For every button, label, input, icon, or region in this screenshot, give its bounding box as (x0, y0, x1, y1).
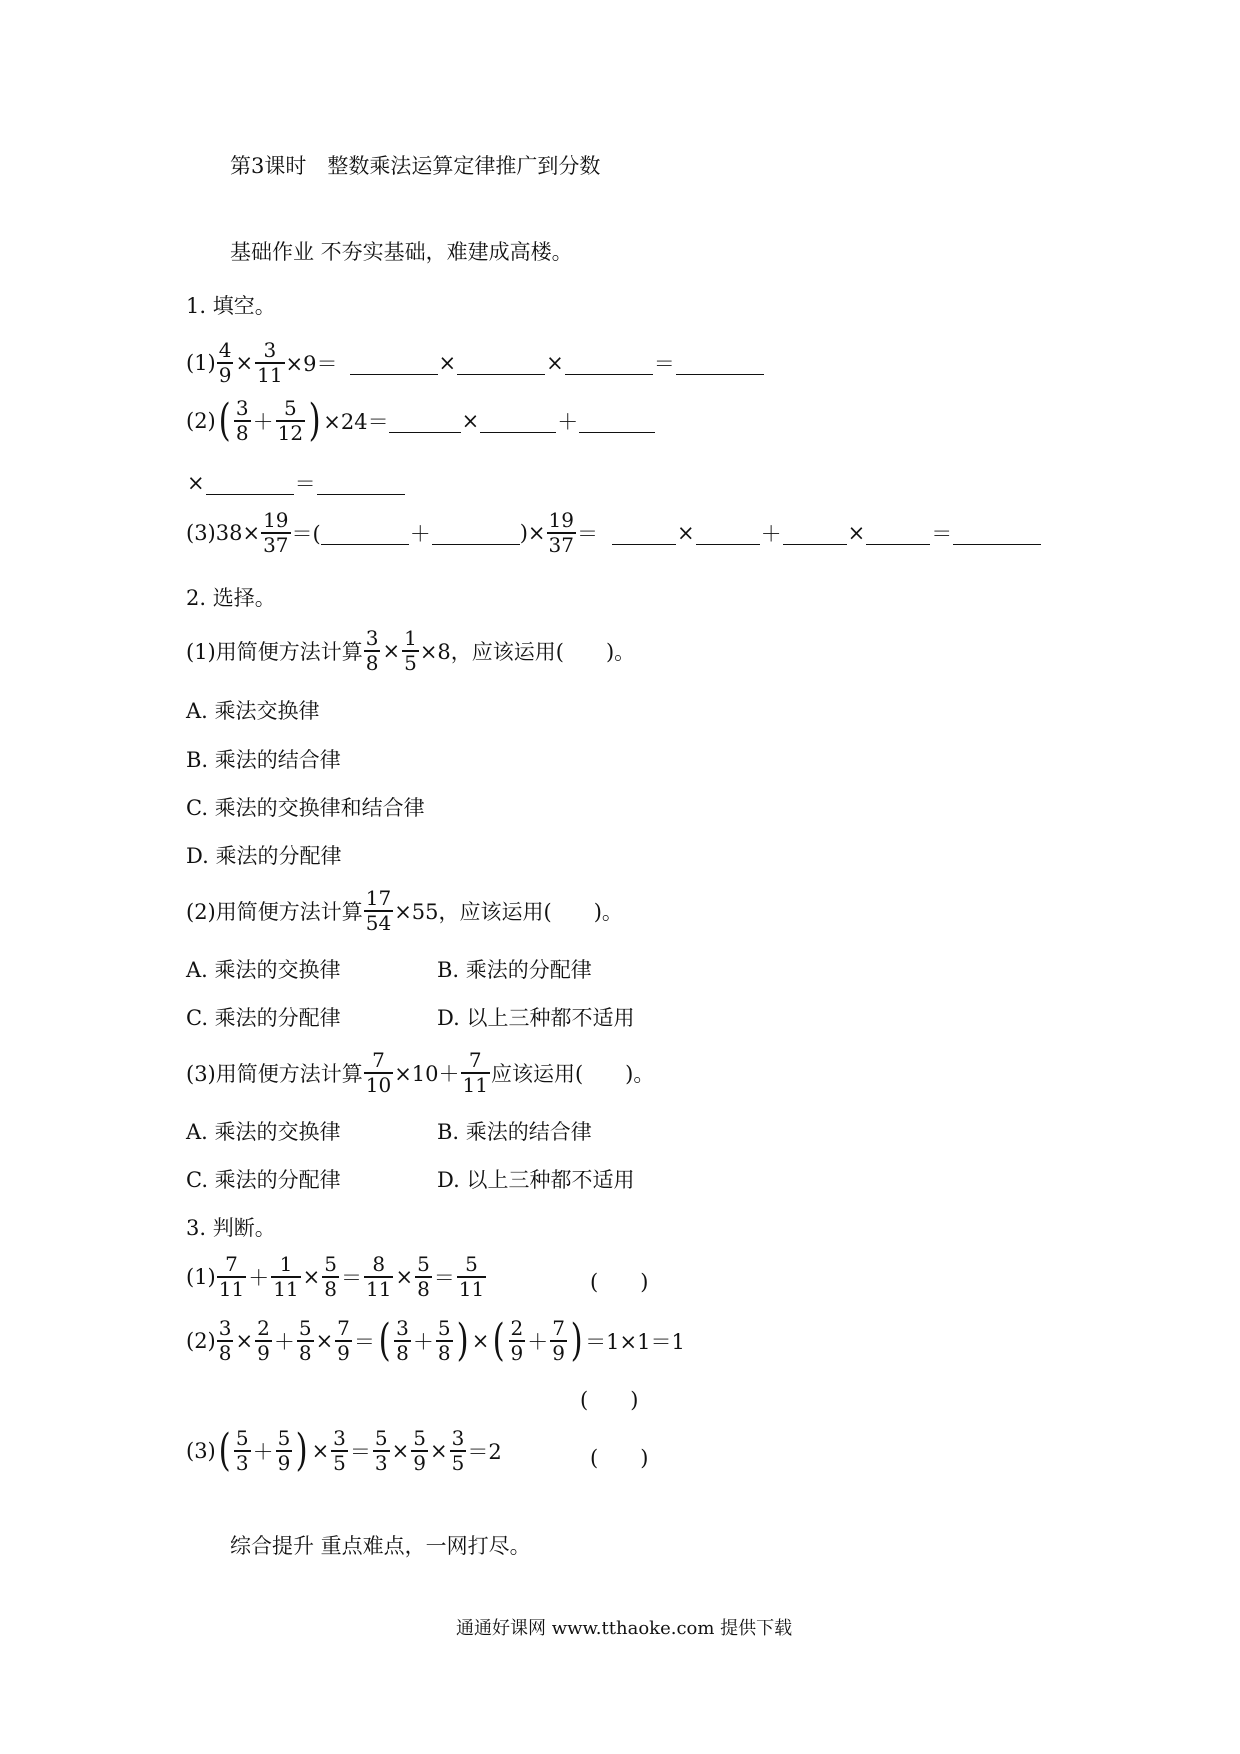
numerator: 19 (548, 508, 574, 532)
times-sign: × (676, 521, 695, 545)
numerator: 5 (437, 1316, 451, 1340)
q1-p3-eq1: ＝( (291, 522, 321, 546)
answer-blank[interactable] (565, 352, 653, 375)
plus-sign: ＋ (252, 1440, 274, 1464)
numerator: 5 (235, 1426, 249, 1450)
denominator: 9 (218, 363, 232, 387)
denominator: 9 (413, 1451, 426, 1475)
answer-blank[interactable] (696, 522, 760, 545)
denominator: 5 (404, 651, 417, 675)
denominator: 9 (277, 1451, 291, 1475)
fraction (450, 1428, 467, 1474)
numerator: 2 (510, 1316, 524, 1340)
denominator: 54 (365, 911, 392, 935)
judge-bracket[interactable]: ( ) (580, 1388, 639, 1412)
numerator: 3 (218, 1316, 232, 1340)
fraction (234, 398, 251, 444)
fraction (364, 1254, 393, 1300)
q1-part3 (186, 510, 1041, 556)
q1-part1 (186, 340, 764, 386)
numerator: 3 (365, 626, 379, 650)
numerator: 5 (465, 1252, 478, 1276)
answer-blank[interactable] (317, 472, 405, 495)
denominator: 37 (548, 533, 574, 557)
left-paren: ( (218, 1425, 231, 1476)
numerator: 7 (372, 1048, 385, 1072)
times-sign: × (395, 1265, 414, 1289)
option-item[interactable]: B. 乘法的结合律 (437, 1120, 592, 1144)
option-item[interactable]: B. 乘法的分配律 (437, 958, 592, 982)
q2-part3 (186, 1050, 654, 1096)
section-basic: 基础作业 不夯实基础，难建成高楼。 (230, 240, 573, 264)
denominator: 10 (365, 1073, 392, 1097)
numerator: 2 (257, 1316, 270, 1340)
q3-p3-tail: ＝2 (467, 1440, 502, 1464)
denominator: 3 (235, 1451, 249, 1475)
denominator: 11 (462, 1073, 488, 1097)
option-item[interactable]: D. 以上三种都不适用 (437, 1006, 635, 1030)
plus-sign: ＋ (273, 1330, 295, 1354)
answer-blank[interactable] (321, 522, 409, 545)
denominator: 9 (552, 1341, 565, 1365)
numerator: 7 (337, 1316, 350, 1340)
fraction (394, 1318, 411, 1364)
denominator: 3 (374, 1451, 388, 1475)
denominator: 11 (218, 1277, 245, 1301)
right-paren: ) (570, 1315, 583, 1366)
times-sign: × (471, 1329, 490, 1353)
q3-p2-label: (2) (186, 1329, 216, 1353)
equals-sign: ＝ (294, 472, 316, 496)
q1-p1-label: (1) (186, 351, 216, 375)
q1-p2-tail: ×24＝ (323, 410, 389, 434)
fraction (461, 1050, 490, 1096)
fraction (276, 398, 305, 444)
option-item[interactable]: A. 乘法的交换律 (186, 1120, 341, 1144)
plus-sign: ＋ (248, 1266, 270, 1290)
denominator: 5 (451, 1451, 465, 1475)
numerator: 3 (235, 396, 249, 420)
q1-p3-eq2: ＝ (576, 522, 598, 546)
fraction (335, 1318, 352, 1364)
times-sign: × (235, 1329, 254, 1353)
numerator: 19 (263, 508, 289, 532)
fraction (550, 1318, 567, 1364)
times-sign: × (461, 409, 480, 433)
plus-sign: ＋ (557, 410, 579, 434)
answer-blank[interactable] (206, 472, 294, 495)
option-item[interactable]: A. 乘法交换律 (186, 699, 320, 723)
numerator: 5 (413, 1426, 426, 1450)
q3-p3-label: (3) (186, 1439, 216, 1463)
q2-p2-tail: ×55，应该运用( )。 (394, 900, 623, 924)
q1-p1-tail: ×9＝ (285, 352, 338, 376)
fraction (234, 1428, 251, 1474)
option-item[interactable]: B. 乘法的结合律 (186, 748, 341, 772)
section-advanced: 综合提升 重点难点，一网打尽。 (230, 1534, 531, 1558)
fraction (217, 1318, 234, 1364)
numerator: 17 (365, 886, 392, 910)
times-sign: × (391, 1439, 410, 1463)
denominator: 8 (218, 1341, 232, 1365)
fraction (255, 340, 284, 386)
q1-p3-lead: 38× (215, 521, 261, 545)
denominator: 9 (510, 1341, 524, 1365)
fraction (322, 1254, 339, 1300)
q1-part2-cont (186, 468, 405, 498)
left-paren: ( (492, 1315, 505, 1366)
numerator: 1 (279, 1252, 293, 1276)
answer-blank[interactable] (457, 352, 545, 375)
times-sign: × (429, 1439, 448, 1463)
denominator: 8 (235, 421, 249, 445)
q1-part2 (186, 395, 655, 446)
denominator: 9 (257, 1341, 270, 1365)
q3-part3 (186, 1425, 502, 1476)
fraction (373, 1428, 390, 1474)
plus-sign: ＋ (252, 410, 274, 434)
times-sign: × (187, 471, 205, 495)
fraction (217, 340, 234, 386)
fraction (547, 510, 576, 556)
numerator: 8 (372, 1252, 386, 1276)
times-sign: × (302, 1265, 321, 1289)
denominator: 5 (333, 1451, 346, 1475)
answer-blank[interactable] (432, 522, 520, 545)
denominator: 37 (263, 533, 289, 557)
q2-p3-mid: ×10＋ (394, 1062, 460, 1086)
fraction (411, 1428, 428, 1474)
q2-part1 (186, 628, 635, 674)
answer-blank[interactable] (783, 522, 847, 545)
equals-sign: ＝ (353, 1330, 375, 1354)
fraction (261, 510, 290, 556)
plus-sign: ＋ (409, 522, 431, 546)
numerator: 5 (284, 396, 297, 420)
denominator: 11 (366, 1277, 392, 1301)
q2-heading: 2. 选择。 (186, 586, 276, 610)
fraction (364, 1050, 393, 1096)
times-sign: × (546, 351, 564, 375)
answer-blank[interactable] (612, 522, 676, 545)
fraction (271, 1254, 300, 1300)
right-paren: ) (308, 395, 321, 446)
fraction (297, 1318, 314, 1364)
answer-blank[interactable] (953, 522, 1041, 545)
denominator: 12 (277, 421, 304, 445)
q3-part2 (186, 1315, 685, 1366)
judge-bracket[interactable]: ( ) (590, 1270, 649, 1294)
numerator: 5 (298, 1316, 312, 1340)
numerator: 5 (277, 1426, 291, 1450)
denominator: 9 (337, 1341, 350, 1365)
fraction (276, 1428, 293, 1474)
numerator: 7 (468, 1048, 482, 1072)
q1-p3-mid: )× (519, 521, 546, 545)
numerator: 3 (451, 1426, 465, 1450)
denominator: 8 (396, 1341, 409, 1365)
numerator: 1 (404, 626, 417, 650)
fraction (364, 628, 381, 674)
times-sign: × (311, 1439, 330, 1463)
denominator: 8 (417, 1277, 430, 1301)
denominator: 8 (324, 1277, 337, 1301)
left-paren: ( (378, 1315, 391, 1366)
numerator: 5 (374, 1426, 388, 1450)
plus-sign: ＋ (412, 1330, 434, 1354)
equals-sign: ＝ (433, 1266, 455, 1290)
times-sign: × (382, 639, 401, 663)
denominator: 8 (437, 1341, 451, 1365)
answer-blank[interactable] (866, 522, 930, 545)
footer: 通通好课网 www.tthaoke.com 提供下载 (456, 1618, 793, 1639)
option-item[interactable]: C. 乘法的分配律 (186, 1168, 341, 1192)
q2-p2-pre: (2)用简便方法计算 (186, 900, 363, 924)
answer-blank[interactable] (480, 410, 556, 433)
numerator: 7 (552, 1316, 565, 1340)
judge-bracket[interactable]: ( ) (590, 1446, 649, 1470)
fraction (415, 1254, 432, 1300)
equals-sign: ＝ (341, 1266, 362, 1290)
option-item[interactable]: A. 乘法的交换律 (186, 958, 341, 982)
numerator: 7 (225, 1252, 238, 1276)
answer-blank[interactable] (676, 352, 764, 375)
fraction (364, 888, 393, 934)
times-sign: × (315, 1329, 334, 1353)
times-sign: × (438, 351, 457, 375)
times-sign: × (847, 521, 866, 545)
option-item[interactable]: C. 乘法的分配律 (186, 1006, 341, 1030)
option-item[interactable]: D. 乘法的分配律 (186, 844, 342, 868)
option-item[interactable]: D. 以上三种都不适用 (437, 1168, 635, 1192)
answer-blank[interactable] (389, 410, 461, 433)
q2-p3-pre: (3)用简便方法计算 (186, 1062, 363, 1086)
right-paren: ) (456, 1315, 469, 1366)
answer-blank[interactable] (350, 352, 438, 375)
fraction (402, 628, 419, 674)
numerator: 5 (324, 1252, 337, 1276)
equals-sign: ＝ (653, 352, 675, 376)
equals-sign: ＝ (349, 1440, 371, 1464)
option-item[interactable]: C. 乘法的交换律和结合律 (186, 796, 425, 820)
q2-part2 (186, 888, 623, 934)
q3-p1-label: (1) (186, 1265, 216, 1289)
q1-heading: 1. 填空。 (186, 294, 276, 318)
q1-p2-label: (2) (186, 409, 216, 433)
page-title: 第3课时 整数乘法运算定律推广到分数 (230, 154, 601, 178)
numerator: 3 (333, 1426, 346, 1450)
numerator: 3 (263, 338, 277, 362)
fraction (331, 1428, 348, 1474)
times-sign: × (235, 351, 254, 375)
q2-p1-tail: ×8，应该运用( )。 (419, 640, 636, 664)
q1-p3-label: (3) (186, 521, 216, 545)
denominator: 11 (273, 1277, 299, 1301)
plus-sign: ＋ (527, 1330, 549, 1354)
fraction (217, 1254, 246, 1300)
denominator: 11 (257, 363, 283, 387)
q2-p3-tail: 应该运用( )。 (490, 1062, 655, 1086)
denominator: 8 (365, 651, 379, 675)
fraction (457, 1254, 486, 1300)
fraction (436, 1318, 453, 1364)
q2-p1-pre: (1)用简便方法计算 (186, 640, 363, 664)
numerator: 4 (218, 338, 232, 362)
left-paren: ( (218, 395, 231, 446)
q3-p2-tail: ＝1×1＝1 (585, 1330, 685, 1354)
q3-heading: 3. 判断。 (186, 1216, 276, 1240)
plus-sign: ＋ (760, 522, 782, 546)
equals-sign: ＝ (931, 522, 953, 546)
numerator: 5 (417, 1252, 430, 1276)
answer-blank[interactable] (579, 410, 655, 433)
fraction (255, 1318, 272, 1364)
q3-part1 (186, 1254, 487, 1300)
numerator: 3 (396, 1316, 409, 1340)
denominator: 11 (458, 1277, 485, 1301)
right-paren: ) (295, 1425, 308, 1476)
denominator: 8 (298, 1341, 312, 1365)
fraction (509, 1318, 526, 1364)
